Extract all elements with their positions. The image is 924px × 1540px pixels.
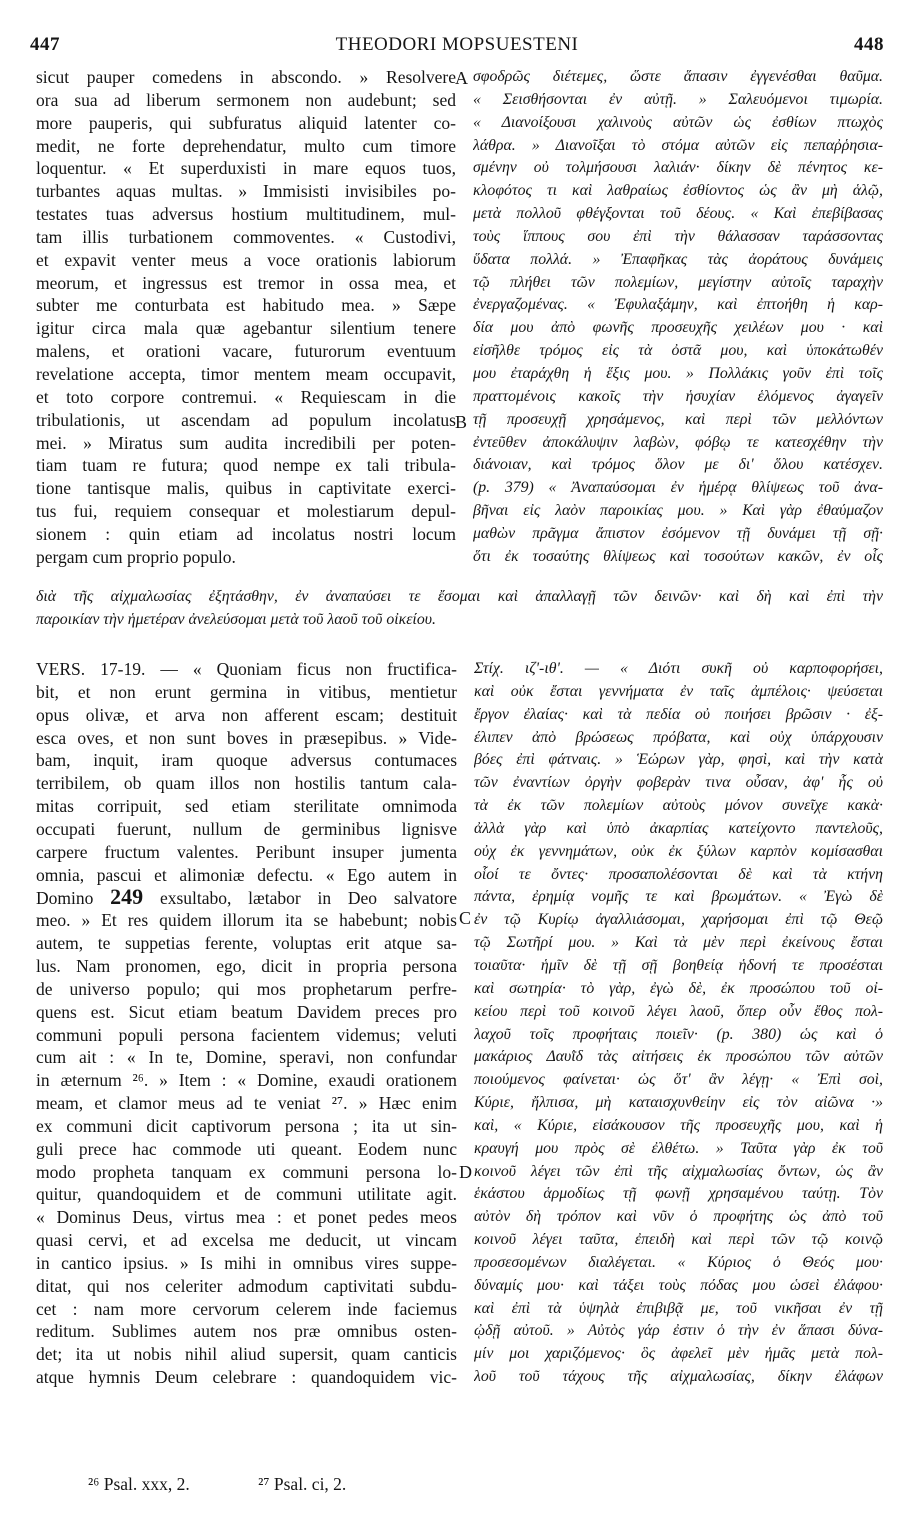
text-line: διάνοιαν, καὶ τρόμος ὅλον με δι' ὅλου κατέσχεν. xyxy=(473,456,883,474)
text-line: καὶ οὐκ ἔσται γεννήματα ἐν ταῖς ἀμπέλοις· ψεύσεται xyxy=(474,682,883,700)
text-line: ᾠδῇ αὐτοῦ. » Αὐτὸς γάρ ἐστιν ὁ τὴν ἐν ἅπασι δύνα- xyxy=(474,1322,883,1340)
text-line: μου ἐταράχθη ἡ ἕξις μου. » Πολλάκις γοῦν ἐπὶ τοῖς xyxy=(473,364,883,382)
text-line: esca oves, et non sunt boves in præsepibus. » Vide- xyxy=(36,727,457,748)
text-line: βῆναι εἰς λαὸν παροικίας μου. » Καὶ γὰρ ἐθαύμαζον xyxy=(473,502,883,520)
text-line: opus olivæ, et arva non afferent escam; destituit xyxy=(36,704,457,725)
text-line: βόες ἐπὶ φάτναις. » Ἑώρων γὰρ, φησὶ, καὶ τὴν κατὰ xyxy=(474,751,883,769)
text-line: more pauperis, qui subfuratus aliquid latenter co- xyxy=(36,112,456,133)
text-line: παροικίαν τὴν ἡμετέραν ἀνελεύσομαι μετὰ τοῦ λαοῦ τοῦ οἰκείου. xyxy=(36,610,436,628)
footnote: ²⁷ Psal. ci, 2. xyxy=(258,1474,347,1494)
text-line: πάντα, ἐρημίᾳ νομῆς τε καὶ βρωμάτων. « Ἐγὼ δὲ xyxy=(474,888,883,906)
text-line: terribilem, ob quam illos non hostilis tantum cala- xyxy=(36,773,457,794)
greek-full-width xyxy=(36,586,883,632)
text-line: det; ita ut nobis nihil aliud supersit, quam canticis xyxy=(36,1344,457,1365)
text-line: omnia, pascui et alimoniæ defectu. « Ego autem in xyxy=(36,864,457,885)
text-line: λαχοῦ τοῖς προφήταις ποιεῖν· (p. 380) ὡς καὶ ὁ xyxy=(474,1025,883,1043)
text-line: μαθὼν πρᾶγμα ἄπιστον ἐσόμενον τῇ δυνάμει τῇ σῇ· xyxy=(473,524,883,542)
text-line: δία μου ἀπὸ φωνῆς προσευχῆς χειλέων μου · καὶ xyxy=(473,319,883,337)
text-line: turbantes aquas multas. » Immisisti invisibiles po- xyxy=(36,181,456,202)
text-line: λοῦ τοῦ τάχους τῆς αἰχμαλωσίας, δίκην ἐλάφων xyxy=(474,1368,883,1386)
text-line: testates tuas adversus hostium multitudinem, mul- xyxy=(36,204,456,225)
footnotes xyxy=(88,1474,410,1495)
text-line: sicut pauper comedens in abscondo. » Resolvere xyxy=(36,67,456,87)
text-line: communi populi persona facientem videmus; veluti xyxy=(36,1024,457,1045)
text-line: in æternum ²⁶. » Item : « Domine, exaudi orationem xyxy=(36,1070,457,1091)
text-line: οἷοί τε ὄντες· προσαπολέσονται δὲ καὶ τὰ κτήνη xyxy=(474,865,883,883)
text-line: τὰ ἐκ τῶν πολεμίων αὐτοὺς μόνον συνεῖχε κακὰ· xyxy=(474,797,883,815)
margin-marker-c: C xyxy=(459,908,472,928)
text-line: τῷ Σωτῆρί μου. » Καὶ τὰ μὲν περὶ ἐκείνους ἔσται xyxy=(474,934,883,952)
text-line: lus. Nam pronomen, ego, dicit in propria persona xyxy=(36,955,457,976)
footnote: ²⁶ Psal. xxx, 2. xyxy=(88,1474,190,1494)
text-line: pergam cum proprio populo. xyxy=(36,546,236,567)
text-line: δύναμίς μου· καὶ τάξει τοὺς πόδας μου ὡσεὶ ἐλάφου· xyxy=(474,1276,883,1294)
text-line: καὶ, « Κύριε, εἰσάκουσον τῆς προσευχῆς μου, καὶ ἡ xyxy=(474,1116,883,1134)
text-line: πραττομένοις κακοῖς τὴν ἡσυχίαν ἑλόμενος ἀγαγεῖν xyxy=(473,387,883,405)
text-line: quasi cervi, et ad excelsa me deducit, ut vincam xyxy=(36,1230,457,1251)
text-line: οὐχ ἐκ γεννημάτων, οὐκ ἐκ ξύλων καρπὸν κομίσασθαι xyxy=(474,842,883,860)
text-line: μίν μοι χαριζόμενος· ὃς ἀφελεῖ μὲν ἡμᾶς μετὰ πολ- xyxy=(474,1345,883,1363)
text-line: έλιπεν ἀπὸ βρώσεως πρόβατα, καὶ οὐχ ὑπάρχουσιν xyxy=(474,728,883,746)
text-line: « Dominus Deus, virtus mea : et ponet pedes meos xyxy=(36,1207,457,1228)
page-header xyxy=(30,34,884,56)
column-number: 249 xyxy=(110,886,144,910)
text-line: revelatione accepta, timor mentem meam occupavit, xyxy=(36,363,456,384)
text-line: καὶ σωτηρία· τὸ γὰρ, ἐγὼ δὲ, ἐκ προσώπου τοῦ οἰ- xyxy=(474,979,883,997)
text-line: medit, ne forte deprehendatur, multo cum timore xyxy=(36,135,456,156)
text-line: malens, et orationi vacare, futurorum eventuum xyxy=(36,341,456,362)
text-line: sionem : quin etiam ad incolatus nostri locum xyxy=(36,523,456,544)
text-line: κλοφότος τι καὶ λαθραίως ἐσθίοντος ὡς ἂν μὴ ἁλῷ, xyxy=(473,182,883,200)
margin-marker-d: D xyxy=(459,1162,472,1182)
text-line: guli prece hac commode uti queant. Eodem nunc xyxy=(36,1138,457,1159)
latin-column-top xyxy=(36,66,456,569)
text-line: VERS. 17-19. — « Quoniam ficus non fructifica- xyxy=(36,659,457,679)
text-line: κραυγή μου πρὸς σὲ ἐλθέτω. » Ταῦτα γὰρ ἐκ τοῦ xyxy=(474,1139,883,1157)
text-line: igitur circa mala quæ agebantur silentium tenere xyxy=(36,318,456,339)
text-line: τοὺς ἵππους σου ἐπὶ τὴν θάλασσαν ταράσσοντας xyxy=(473,227,883,245)
text-line: ποιούμενος φαίνεται· ὡς ὅτ' ἂν λέγῃ· « Ἐπὶ σοὶ, xyxy=(474,1071,883,1089)
text-line: mei. » Miratus sum audita incredibili per poten- xyxy=(36,432,456,453)
text-line: modo propheta tanquam ex communi persona lo- xyxy=(36,1161,457,1182)
text-line: τῷ πλήθει τῶν πολεμίων, μεγίστην αὐτοῖς ταραχὴν xyxy=(473,273,883,291)
greek-column-top xyxy=(473,66,883,569)
text-line: (p. 379) « Ἀναπαύσομαι ἐν ἡμέρᾳ θλίψεως τοῦ ἀνα- xyxy=(473,479,883,497)
text-line: Domino 249 exsultabo, lætabor in Deo salvatore xyxy=(36,886,457,910)
text-line: bit, et non erunt germina in vitibus, mentietur xyxy=(36,681,457,702)
text-line: loquentur. « Et superduxisti in mare equos tuos, xyxy=(36,158,456,179)
margin-marker-a: A xyxy=(455,68,468,88)
text-line: tus fui, requiem consequar et molestiarum depul- xyxy=(36,501,456,522)
text-line: ἐντεῦθεν ἀποκάλυψιν λαβὼν, φόβῳ τε κατεσχέθην τὴν xyxy=(473,433,883,451)
text-line: Κύριε, ἤλπισα, μὴ καταισχυνθείην εἰς τὸν αἰῶνα ·» xyxy=(474,1094,883,1112)
text-line: εἰσῆλθε τρόμος εἰς τὰ ὀστᾶ μου, καὶ ὑποκάτωθέν xyxy=(473,342,883,360)
text-line: ἀλλὰ γὰρ καὶ ὑπὸ ἀκαρπίας κατείχοντο παντελοῦς, xyxy=(474,819,883,837)
text-line: ἑκάστου ἁρμοδίως τῇ φωνῇ χρησαμένου ταύτῃ. Τὸν xyxy=(474,1185,883,1203)
text-line: occupati fuerunt, nullum de germinibus lignisve xyxy=(36,818,457,839)
text-line: κοινοῦ λέγει ταῦτα, ἐπειδὴ καὶ περὶ τῶν τῷ κοινῷ xyxy=(474,1231,883,1249)
text-line: σμένην οὐ τολμήσουσι λαλιάν· δίκην δὲ πένητος κε- xyxy=(473,159,883,177)
text-line: Στίχ. ιζ'-ιθ'. — « Διότι συκῆ οὐ καρποφορήσει, xyxy=(474,660,883,677)
text-line: subter me conturbata est habitudo mea. » Sæpe xyxy=(36,295,456,316)
text-line: cum ait : « In te, Domine, speravi, non confundar xyxy=(36,1047,457,1068)
text-line: tribulationis, ut ascendam ad populum incolatus xyxy=(36,409,456,430)
text-line: κοινοῦ λέγει τῶν ἐπὶ τῆς αἰχμαλωσίας ὄντων, ὡς ἂν xyxy=(474,1162,883,1180)
text-line: διὰ τῆς αἰχμαλωσίας ἐξητάσθην, ἐν ἀναπαύσει τε ἔσομαι καὶ ἀπαλλαγῇ τῶν δεινῶν· καὶ δὴ καὶ ἐπὶ τὴν xyxy=(36,588,883,605)
text-line: αὐτὸν δὴ τρόπον καὶ νῦν ὁ προφήτης ὡς ἀπὸ τοῦ xyxy=(474,1208,883,1226)
text-line: carpere fructum valentes. Peribunt insuper jumenta xyxy=(36,841,457,862)
text-line: μετὰ πολλοῦ φθέγξονται τοῦ δέους. « Καὶ ἐπεβίβασας xyxy=(473,205,883,223)
text-line: et toto corpore contremui. « Requiescam in die xyxy=(36,386,456,407)
text-line: « Σεισθήσονται ἐν αὐτῇ. » Σαλευόμενοι τιμωρία. xyxy=(473,90,883,108)
text-line: quitur, quandoquidem et de communi utilitate agit. xyxy=(36,1184,457,1205)
text-line: bam, inquit, iram quoque adversus contumaces xyxy=(36,750,457,771)
text-line: « Διανοίξουσι χαλινοὺς αὐτῶν ὡς ἐσθίων πτωχὸς xyxy=(473,113,883,131)
text-line: ἐνεργαζομένας. « Ἐφυλαξάμην, καὶ ἐπτοήθη ἡ καρ- xyxy=(473,296,883,314)
text-line: σφοδρῶς διέτεμες, ὥστε ἅπασιν ἐγγενέσθαι θαῦμα. xyxy=(473,68,883,85)
text-line: meorum, et ingressus est tremor in ossa mea, et xyxy=(36,272,456,293)
text-line: ditat, qui nos celeriter admodum captivitati subdu- xyxy=(36,1275,457,1296)
text-line: et expavit venter meus a voce orationis labiorum xyxy=(36,249,456,270)
text-line: ἐν τῷ Κυρίῳ ἀγαλλιάσομαι, χαρήσομαι ἐπὶ τῷ Θεῷ xyxy=(474,911,883,929)
text-line: in cantico ipsius. » Is mihi in omnibus vires suppe- xyxy=(36,1252,457,1273)
text-line: ὅτι ἐκ τοσαύτης θλίψεως καὶ τοσούτων κακῶν, ἐν οἷς xyxy=(473,547,883,565)
text-line: autem, te suppetias ferente, voluptas erit atque sa- xyxy=(36,933,457,954)
text-line: tiam tuam re futura; quod nempe ex tali tribula- xyxy=(36,455,456,476)
text-line: ex communi dicit captivorum persona ; ita ut sin- xyxy=(36,1115,457,1136)
text-line: τοιαῦτα· ἡμῖν δὲ τῇ σῇ βοηθείᾳ ἡδονή τε προσέσται xyxy=(474,956,883,974)
text-line: λάθρα. » Διανοῖξαι τὸ στόμα αὐτῶν εἰς πεπαῤῥησια- xyxy=(473,136,883,154)
page-number-left: 447 xyxy=(30,34,60,55)
greek-column-bottom xyxy=(474,658,883,1389)
text-line: meam, et clamor meus ad te veniat ²⁷. » Hæc enim xyxy=(36,1093,457,1114)
text-line: reditum. Sublimes autem nos præ omnibus osten- xyxy=(36,1321,457,1342)
text-line: ora sua ad liberum sermonem non audebunt; sed xyxy=(36,89,456,110)
text-line: ὕδατα πολλά. » Ἐπαφῆκας τὰς ἀοράτους δυνάμεις xyxy=(473,250,883,268)
text-line: μακάριος Δαυῒδ τὰς αἰτήσεις ἐκ προσώπου τῶν αὐτῶν xyxy=(474,1048,883,1066)
text-line: τῶν ἐναντίων ὀργὴν φοβερὰν τινα οὖσαν, ἀφ' ἧς οὐ xyxy=(474,774,883,792)
latin-column-bottom xyxy=(36,658,457,1389)
text-line: καὶ ἐπὶ τὰ ὑψηλὰ ἐπιβιβᾷ με, τοῦ νικῆσαι ἐν τῇ xyxy=(474,1299,883,1317)
text-line: de universo populo; qui mos prophetarum perfre- xyxy=(36,978,457,999)
text-line: tione tantisque malis, quibus in captivitate exerci- xyxy=(36,478,456,499)
margin-marker-b: B xyxy=(455,412,468,432)
text-line: meo. » Et res quidem illorum ita se habebunt; nobis xyxy=(36,910,457,931)
text-line: quens est. Sicut etiam beatum Davidem preces pro xyxy=(36,1001,457,1022)
text-line: ἔργον ἐλαίας· καὶ τὰ πεδία οὐ ποιήσει βρῶσιν · ἐξ- xyxy=(474,705,883,723)
text-line: προσεσομένων διαλέγεται. « Κύριος ὁ Θεός μου· xyxy=(474,1253,883,1271)
text-line: tam illis turbationem commoventes. « Custodivi, xyxy=(36,226,456,247)
text-line: atque hymnis Deum celebrare : quandoquidem vic- xyxy=(36,1367,457,1388)
text-line: κείου περὶ τοῦ κοινοῦ λέγει λαοῦ, ὅπερ οὖν ἔθος πολ- xyxy=(474,1002,883,1020)
text-line: mitas corripuit, sed etiam sterilitate omnimoda xyxy=(36,796,457,817)
running-title: THEODORI MOPSUESTENI xyxy=(335,34,579,55)
text-line: τῇ προσευχῇ χρησάμενος, καὶ περὶ τῶν μελλόντων xyxy=(473,410,883,428)
text-line: cet : nam more cervorum celerem inde faciemus xyxy=(36,1298,457,1319)
page-number-right: 448 xyxy=(854,34,884,55)
